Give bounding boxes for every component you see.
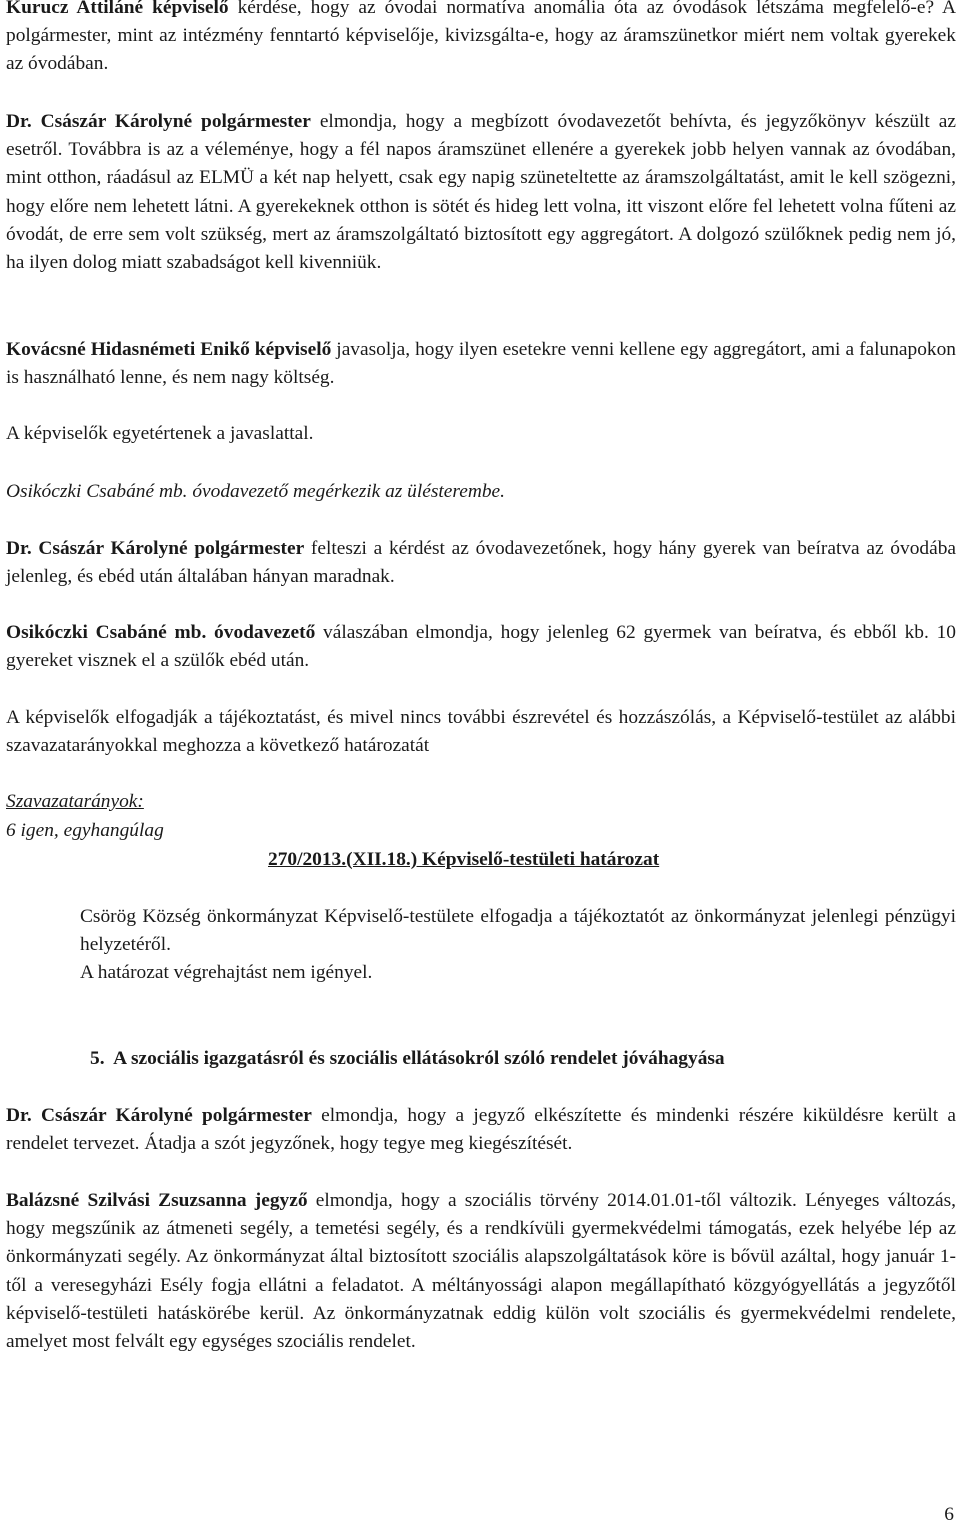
- paragraph-text: felteszi a kérdést az óvodavezetőnek, hogy hány gyerek van beíratva az óvodába jelenleg, és ebéd után általában hányan maradnak.: [6, 538, 956, 588]
- paragraph-notary-explanation: [6, 1187, 956, 1356]
- speaker-name: Dr. Császár Károlyné polgármester: [6, 111, 311, 132]
- paragraph-acceptance: A képviselők elfogadják a tájékoztatást, és mivel nincs további észrevétel és hozzászólás, a Képviselő-testület az alábbi szavazatarányokkal meghozza a következő határozatát: [6, 707, 956, 757]
- paragraph-text: javasolja, hogy ilyen esetekre venni kellene egy aggregátort, ami a falunapokon is használható lenne, és nem nagy költség.: [6, 339, 956, 389]
- paragraph-text: elmondja, hogy a szociális törvény 2014.01.01-től változik. Lényeges változás, hogy megszűnik az átmeneti segély, a temetési segély, és a rendkívüli gyermekvédelmi támogatás, ezek helyébe lép az önkormányzati segély. Az önkormányzat által biztosított szociális alapszolgáltatások köre is bővül azáltal, hogy január 1-től a veresegyházi Esély fogja ellátni a feladatot. A méltányossági alapon megállapítható közgyógyellátás a jegyzőtől képviselő-testületi hatáskörébe kerül. Az önkormányzatnak eddig külön volt szociális és gyermekvédelmi rendelete, amelyet most felvált egy egységes szociális rendelet.: [6, 1190, 956, 1353]
- vote-label: Szavazatarányok:: [6, 791, 144, 812]
- vote-result: 6 igen, egyhangúlag: [6, 820, 164, 841]
- resolution-body: Csörög Község önkormányzat Képviselő-testülete elfogadja a tájékoztatót az önkormányzat jelenlegi pénzügyi helyzetéről.: [80, 906, 956, 956]
- speaker-name: Dr. Császár Károlyné polgármester: [6, 538, 305, 559]
- page-number: 6: [944, 1504, 954, 1525]
- paragraph-kovacsne-proposal: [6, 336, 956, 392]
- section-number: 5.: [90, 1048, 105, 1069]
- paragraph-text: elmondja, hogy a jegyző elkészítette és mindenki részére kiküldésre került a rendelet tervezet. Átadja a szót jegyzőnek, hogy tegye meg kiegészítését.: [6, 1105, 956, 1155]
- paragraph-mayor-reply: [6, 108, 956, 277]
- resolution-title: 270/2013.(XII.18.) Képviselő-testületi határozat: [268, 849, 660, 870]
- paragraph-text: válaszában elmondja, hogy jelenleg 62 gyermek van beíratva, és ebből kb. 10 gyereket visznek el a szülők ebéd után.: [6, 622, 956, 672]
- paragraph-arrival-note: Osikóczki Csabáné mb. óvodavezető megérkezik az ülésterembe.: [6, 481, 505, 502]
- paragraph-kindergarten-head-answer: [6, 619, 956, 675]
- resolution-note: A határozat végrehajtást nem igényel.: [80, 962, 373, 983]
- speaker-name: Kurucz Attiláné képviselő: [6, 0, 229, 18]
- speaker-name: Dr. Császár Károlyné polgármester: [6, 1105, 312, 1126]
- speaker-name: Osikóczki Csabáné mb. óvodavezető: [6, 622, 316, 643]
- speaker-name: Kovácsné Hidasnémeti Enikő képviselő: [6, 339, 332, 360]
- paragraph-agreement: A képviselők egyetértenek a javaslattal.: [6, 423, 314, 444]
- paragraph-text: elmondja, hogy a megbízott óvodavezetőt behívta, és jegyzőkönyv készült az esetről. Továbbra is az a véleménye, hogy a fél napos áramszünet ellenére a gyerekek jobb helyen vannak az óvodában, mint otthon, ráadásul az ELMÜ a két nap helyett, csak egy napig szüneteltette az áramszolgáltatást, amit le kell szögezni, hogy előre nem lehetett látni. A gyerekeknek otthon is sötét és hideg lett volna, itt viszont előre fel lehetett volna fűteni az óvodát, de erre sem volt szükség, mert az áramszolgáltató biztosított egy aggregátort. A dolgozó szülőknek pedig nem jó, ha ilyen dolog miatt szabadságot kell kivenniük.: [6, 111, 956, 274]
- paragraph-mayor-draft: [6, 1102, 956, 1158]
- section-heading: [90, 1045, 950, 1073]
- paragraph-kurucz-question: [6, 0, 956, 79]
- speaker-name: Balázsné Szilvási Zsuzsanna jegyző: [6, 1190, 308, 1211]
- paragraph-text: kérdése, hogy az óvodai normatíva anomália óta az óvodások létszáma megfelelő-e? A polgármester, mint az intézmény fenntartó képviselője, kivizsgálta-e, hogy az áramszünetkor miért nem voltak gyerekek az óvodában.: [6, 0, 956, 75]
- section-title: A szociális igazgatásról és szociális ellátásokról szóló rendelet jóváhagyása: [113, 1048, 725, 1069]
- paragraph-mayor-question: [6, 535, 956, 591]
